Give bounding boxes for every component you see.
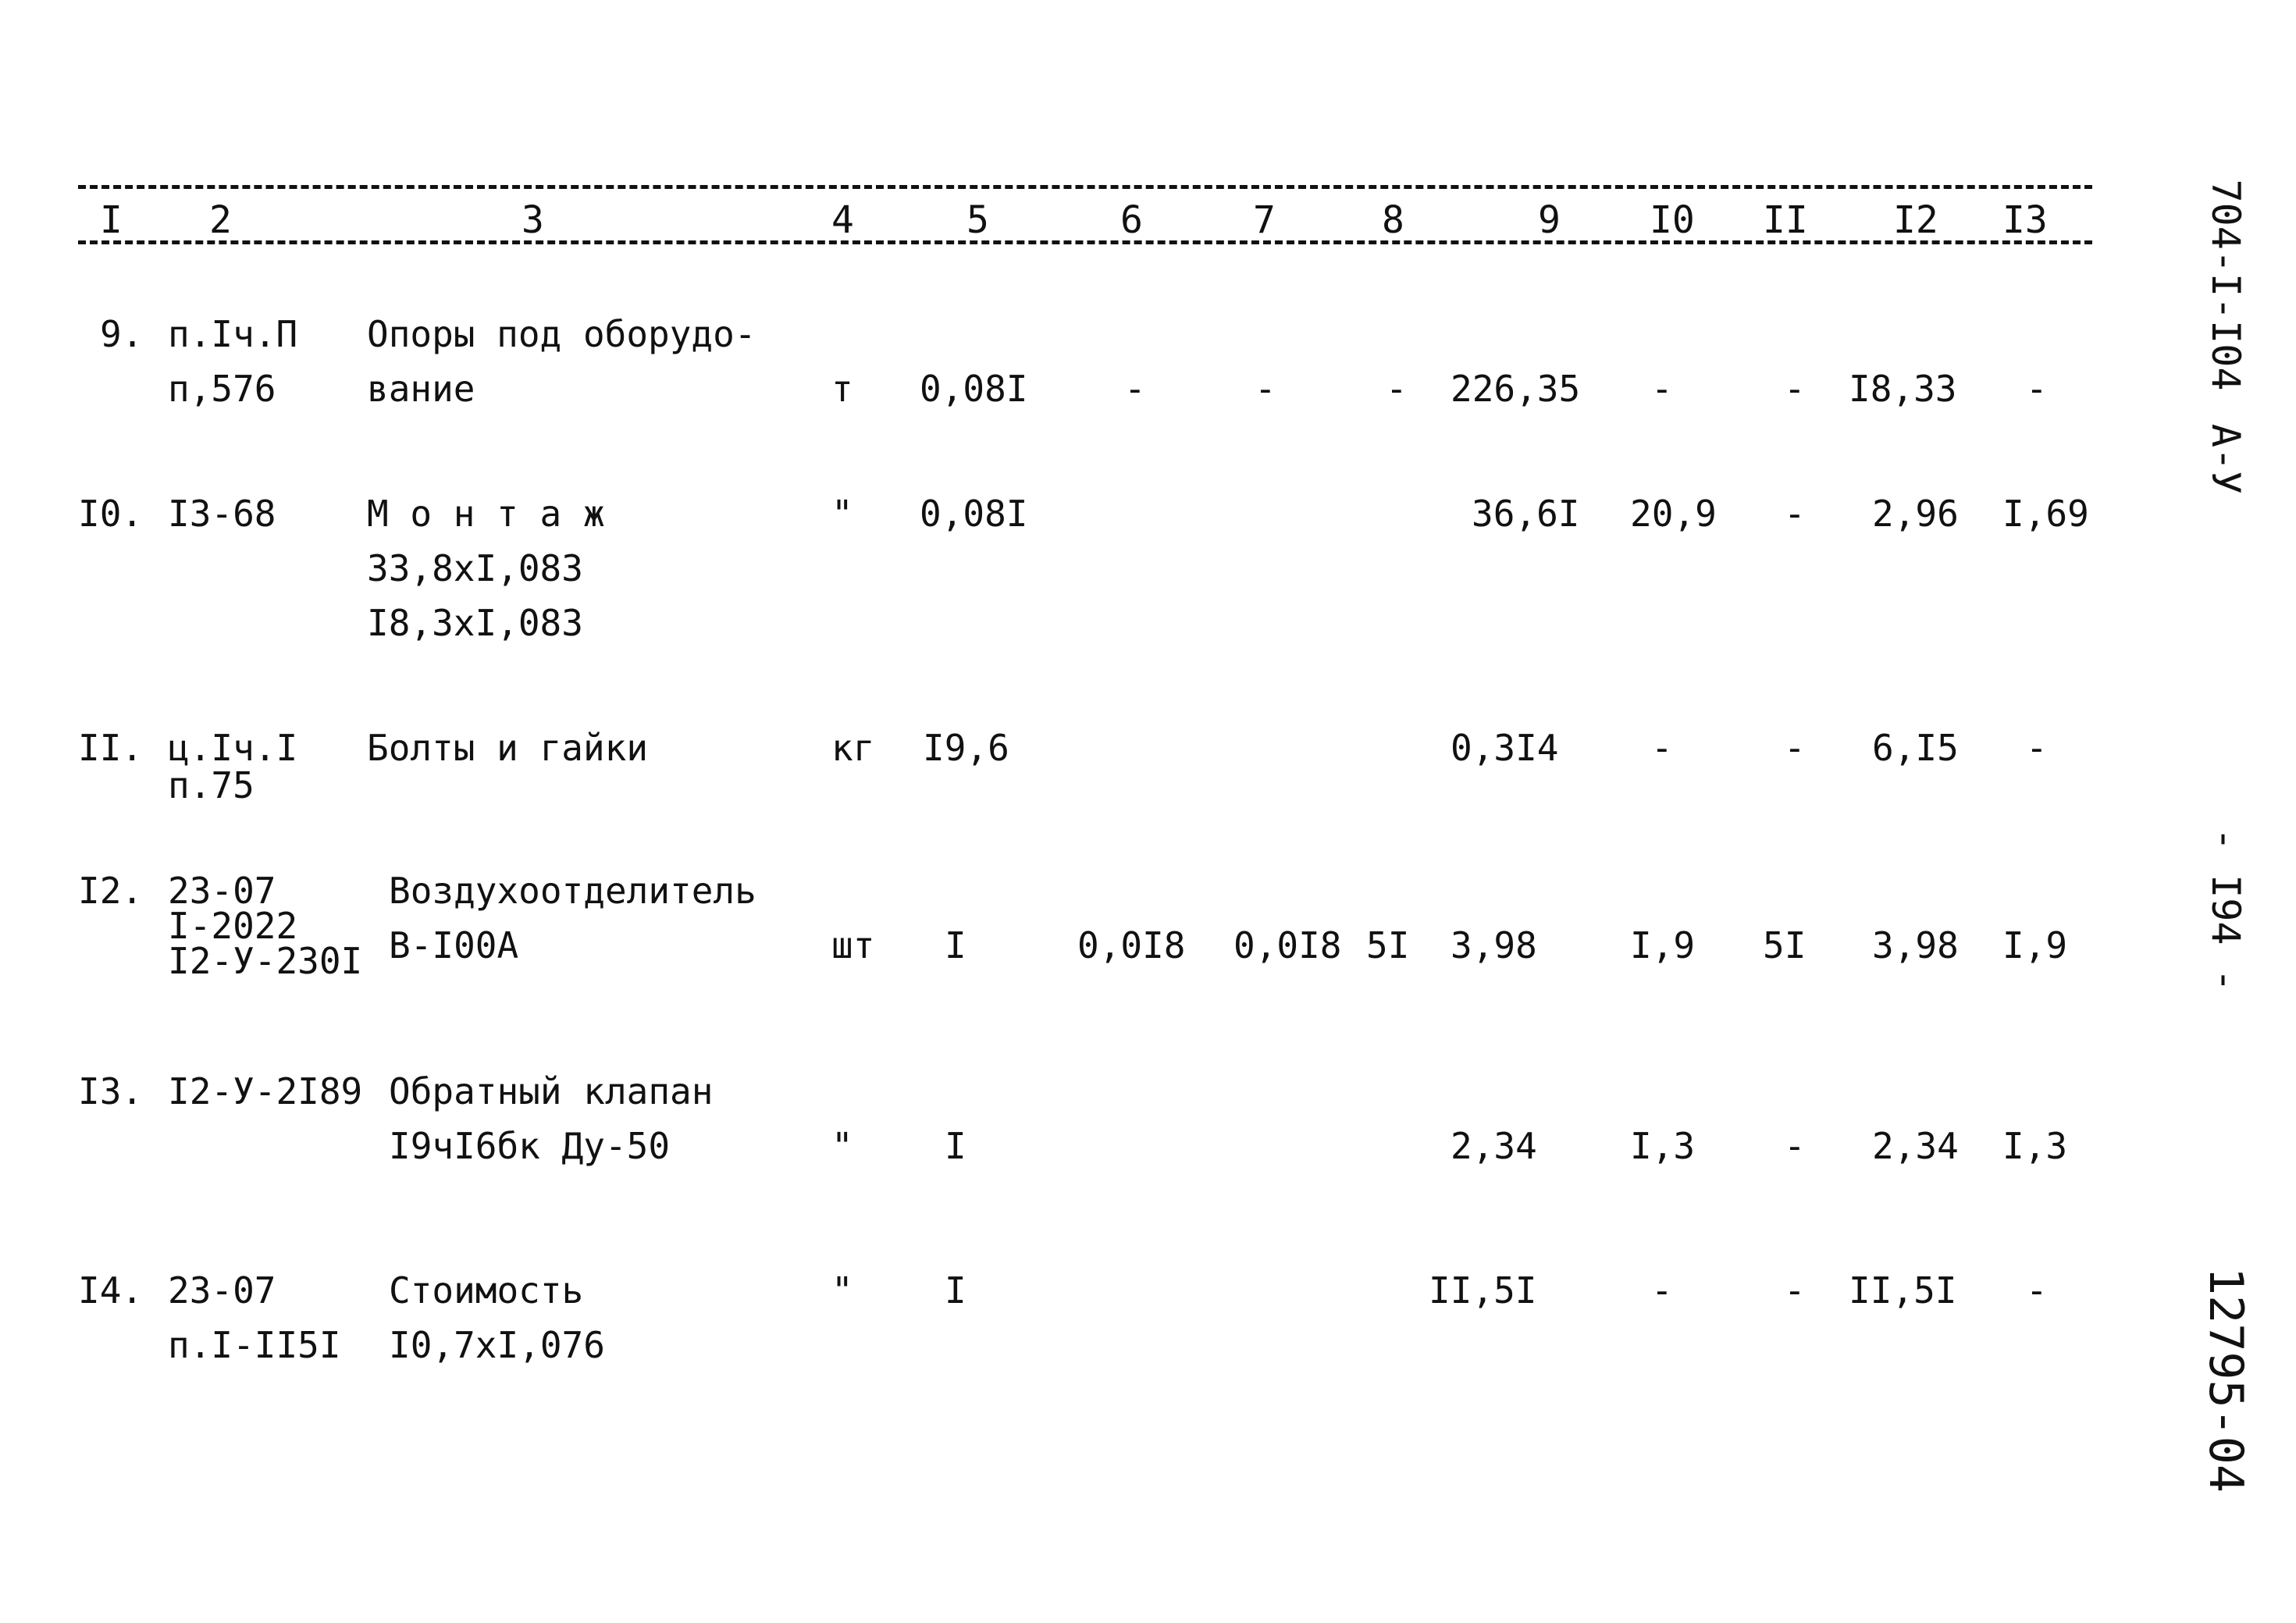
row-code-line: I2-У-2I89 [168, 1070, 363, 1112]
column-header-1: I [100, 198, 123, 242]
row-code-line: п,576 [168, 368, 276, 410]
row-col10: 20,9 [1630, 493, 1717, 535]
row-col10: I,3 [1630, 1125, 1696, 1167]
row-col9: 36,6I [1472, 493, 1580, 535]
row-col12: I8,33 [1849, 368, 1957, 410]
row-code-line: I-2022 [168, 905, 298, 947]
row-col11: - [1784, 1269, 1806, 1312]
row-col7: 0,0I8 [1233, 924, 1342, 966]
row-number: I3. [78, 1070, 144, 1112]
row-code-line: I3-68 [168, 493, 276, 535]
row-name-line: Опоры под оборудо- [367, 313, 756, 355]
row-col9: II,5I [1429, 1269, 1537, 1312]
row-col8: - [1386, 368, 1408, 410]
row-col11: - [1784, 493, 1806, 535]
row-quantity: I9,6 [923, 727, 1009, 769]
row-unit: " [831, 1269, 853, 1312]
margin-doc-code: 704-I-I04 [2203, 179, 2248, 391]
row-col10: - [1651, 1269, 1673, 1312]
row-col13: - [2026, 1269, 2048, 1312]
column-header-5: 5 [966, 198, 989, 242]
column-header-3: 3 [521, 198, 544, 242]
row-unit: кг [831, 727, 875, 769]
row-name-line: I8,3хI,083 [367, 602, 583, 644]
column-header-8: 8 [1382, 198, 1404, 242]
row-name-line: М о н т а ж [367, 493, 605, 535]
row-name-line: Болты и гайки [367, 727, 649, 769]
column-header-7: 7 [1253, 198, 1276, 242]
row-quantity: I [945, 1269, 966, 1312]
row-col12: 3,98 [1872, 924, 1959, 966]
row-col13: I,3 [2002, 1125, 2068, 1167]
row-col13: I,69 [2002, 493, 2089, 535]
row-name-line: Воздухоотделитель [389, 870, 756, 912]
row-col12: II,5I [1849, 1269, 1957, 1312]
row-unit: " [831, 1125, 853, 1167]
row-number: 9. [100, 313, 144, 355]
row-name-line: I9чI6бк Ду-50 [389, 1125, 671, 1167]
row-col13: I,9 [2002, 924, 2068, 966]
row-col10: - [1651, 368, 1673, 410]
row-unit: " [831, 493, 853, 535]
row-name-line: 33,8хI,083 [367, 547, 583, 589]
row-code-line: п.I-II5I [168, 1324, 341, 1366]
row-col9: 0,3I4 [1451, 727, 1559, 769]
row-quantity: 0,08I [920, 368, 1028, 410]
row-col10: - [1651, 727, 1673, 769]
row-unit: шт [831, 924, 875, 966]
row-col12: 2,96 [1872, 493, 1959, 535]
row-col9: 2,34 [1451, 1125, 1537, 1167]
column-header-10: I0 [1650, 198, 1695, 242]
row-col9: 3,98 [1451, 924, 1537, 966]
margin-sheet: А-У [2203, 423, 2248, 495]
column-header-11: II [1763, 198, 1808, 242]
row-code-line: п.75 [168, 764, 255, 806]
row-col11: 5I [1763, 924, 1807, 966]
row-code-line: 23-07 [168, 1269, 276, 1312]
row-number: I4. [78, 1269, 144, 1312]
row-code-line: ц.Iч.I [168, 727, 298, 769]
row-name-line: I0,7хI,076 [389, 1324, 605, 1366]
row-quantity: I [945, 924, 966, 966]
column-header-12: I2 [1893, 198, 1938, 242]
column-header-2: 2 [209, 198, 232, 242]
row-col9: 226,35 [1451, 368, 1581, 410]
row-col8: 5I [1366, 924, 1410, 966]
row-name-line: вание [367, 368, 475, 410]
row-unit: т [831, 368, 853, 410]
row-name-line: В-I00А [389, 924, 519, 966]
row-number: I0. [78, 493, 144, 535]
row-code-line: п.Iч.П [168, 313, 298, 355]
row-col13: - [2026, 727, 2048, 769]
row-col11: - [1784, 368, 1806, 410]
row-col12: 6,I5 [1872, 727, 1959, 769]
row-quantity: 0,08I [920, 493, 1028, 535]
row-number: II. [78, 727, 144, 769]
margin-page-number: - I94 - [2203, 828, 2248, 992]
row-code-line: 23-07 [168, 870, 276, 912]
row-col12: 2,34 [1872, 1125, 1959, 1167]
row-name-line: Обратный клапан [389, 1070, 714, 1112]
row-col6: - [1124, 368, 1146, 410]
row-col7: - [1255, 368, 1276, 410]
column-header-13: I3 [2002, 198, 2048, 242]
column-header-4: 4 [831, 198, 854, 242]
row-name-line: Стоимость [389, 1269, 584, 1312]
row-code-line: I2-У-230I [168, 940, 363, 982]
row-col11: - [1784, 1125, 1806, 1167]
row-col10: I,9 [1630, 924, 1696, 966]
row-number: I2. [78, 870, 144, 912]
column-header-9: 9 [1538, 198, 1561, 242]
column-header-6: 6 [1120, 198, 1143, 242]
row-col11: - [1784, 727, 1806, 769]
header-rule-top [78, 185, 2092, 189]
margin-drawing-number: 12795-04 [2198, 1267, 2253, 1493]
row-quantity: I [945, 1125, 966, 1167]
row-col13: - [2026, 368, 2048, 410]
row-col6: 0,0I8 [1077, 924, 1186, 966]
